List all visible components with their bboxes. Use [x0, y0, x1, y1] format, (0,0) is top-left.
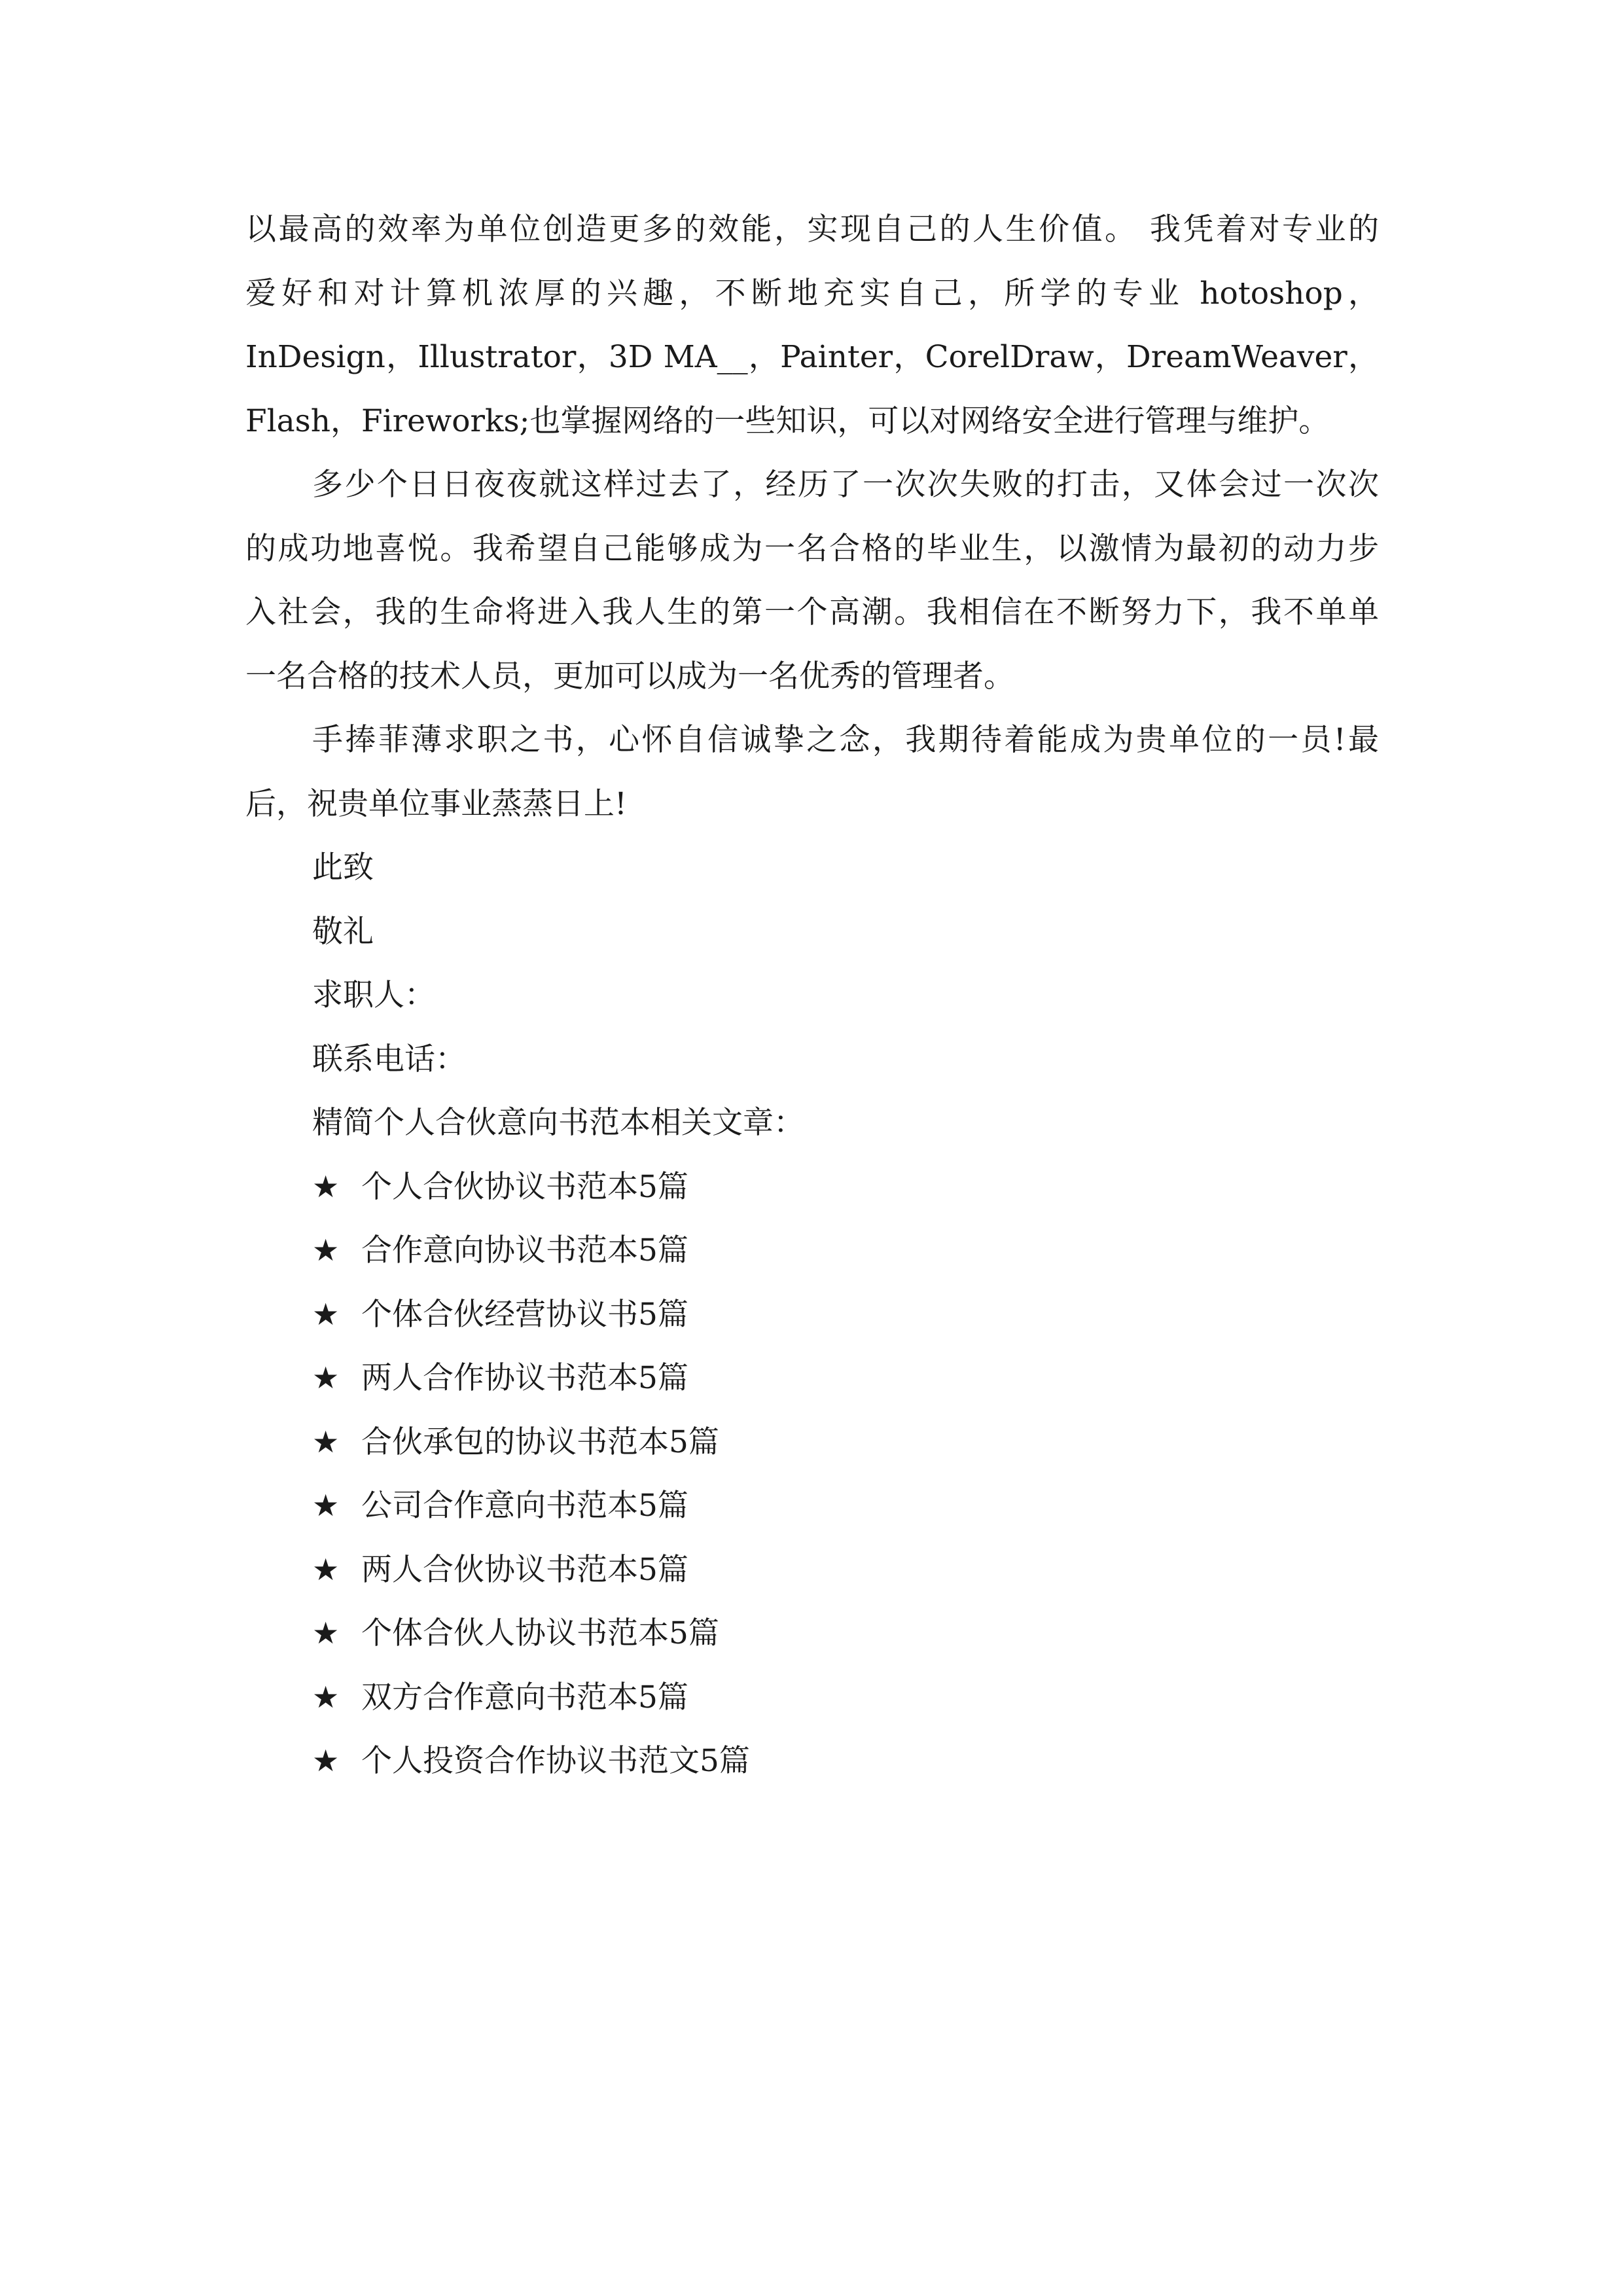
related-article-title: 公司合作意向书范本5篇 — [361, 1488, 688, 1524]
related-article-link[interactable] — [245, 1602, 1379, 1666]
star-icon: ★ — [312, 1424, 340, 1460]
text-line: 后，祝贵单位事业蒸蒸日上! — [245, 785, 627, 822]
text-line: 的成功地喜悦。我希望自己能够成为一名合格的毕业生，以激情为最初的动力步 — [245, 530, 1379, 567]
star-icon: ★ — [312, 1551, 340, 1587]
text-line: 一名合格的技术人员，更加可以成为一名优秀的管理者。 — [245, 658, 1014, 694]
paragraph-experience — [245, 453, 1379, 708]
related-article-title: 个体合伙经营协议书5篇 — [361, 1296, 688, 1333]
related-article-link[interactable] — [245, 1346, 1379, 1410]
star-icon: ★ — [312, 1232, 340, 1268]
related-article-title: 个人合伙协议书范本5篇 — [361, 1168, 688, 1205]
related-article-title: 合作意向协议书范本5篇 — [361, 1232, 688, 1268]
related-articles-heading: 精简个人合伙意向书范本相关文章： — [312, 1105, 804, 1141]
related-article-title: 合伙承包的协议书范本5篇 — [361, 1424, 719, 1460]
star-icon: ★ — [312, 1679, 340, 1715]
text-line: InDesign，Illustrator，3D MA__，Painter，CorelDraw，DreamWeaver， — [245, 339, 1379, 375]
related-article-title: 两人合作协议书范本5篇 — [361, 1360, 688, 1396]
related-article-link[interactable] — [245, 1474, 1379, 1538]
text-line: 入社会，我的生命将进入我人生的第一个高潮。我相信在不断努力下，我不单单 — [245, 594, 1379, 630]
text-line: 爱好和对计算机浓厚的兴趣，不断地充实自己，所学的专业 hotoshop， — [245, 275, 1379, 312]
related-article-link[interactable] — [245, 1410, 1379, 1475]
related-article-link[interactable] — [245, 1538, 1379, 1602]
closing-greeting: 此致 — [312, 850, 374, 886]
phone-label: 联系电话： — [312, 1041, 466, 1077]
text-line: Flash，Fireworks;也掌握网络的一些知识，可以对网络安全进行管理与维护。 — [245, 403, 1330, 439]
related-article-link[interactable] — [245, 1729, 1379, 1793]
document-body — [245, 198, 1379, 1793]
star-icon: ★ — [312, 1488, 340, 1523]
text-line: 以最高的效率为单位创造更多的效能，实现自己的人生价值。 我凭着对专业的 — [245, 211, 1379, 247]
paragraph-skills — [245, 198, 1379, 453]
related-article-title: 个体合伙人协议书范本5篇 — [361, 1615, 719, 1651]
related-article-title: 个人投资合作协议书范文5篇 — [361, 1743, 750, 1779]
paragraph-closing-wish — [245, 708, 1379, 836]
star-icon: ★ — [312, 1296, 340, 1332]
related-article-link[interactable] — [245, 1283, 1379, 1347]
related-article-title: 双方合作意向书范本5篇 — [361, 1679, 688, 1715]
related-article-title: 两人合伙协议书范本5篇 — [361, 1551, 688, 1588]
related-article-link[interactable] — [245, 1666, 1379, 1730]
related-article-link[interactable] — [245, 1219, 1379, 1283]
text-line: 多少个日日夜夜就这样过去了，经历了一次次失败的打击，又体会过一次次 — [312, 467, 1379, 503]
applicant-label: 求职人： — [312, 977, 435, 1013]
star-icon: ★ — [312, 1615, 340, 1651]
text-line: 手捧菲薄求职之书，心怀自信诚挚之念，我期待着能成为贵单位的一员!最 — [312, 722, 1379, 758]
star-icon: ★ — [312, 1168, 340, 1204]
star-icon: ★ — [312, 1360, 340, 1395]
star-icon: ★ — [312, 1743, 340, 1778]
related-article-link[interactable] — [245, 1155, 1379, 1219]
closing-salute: 敬礼 — [312, 913, 374, 950]
related-articles-list — [245, 1155, 1379, 1793]
